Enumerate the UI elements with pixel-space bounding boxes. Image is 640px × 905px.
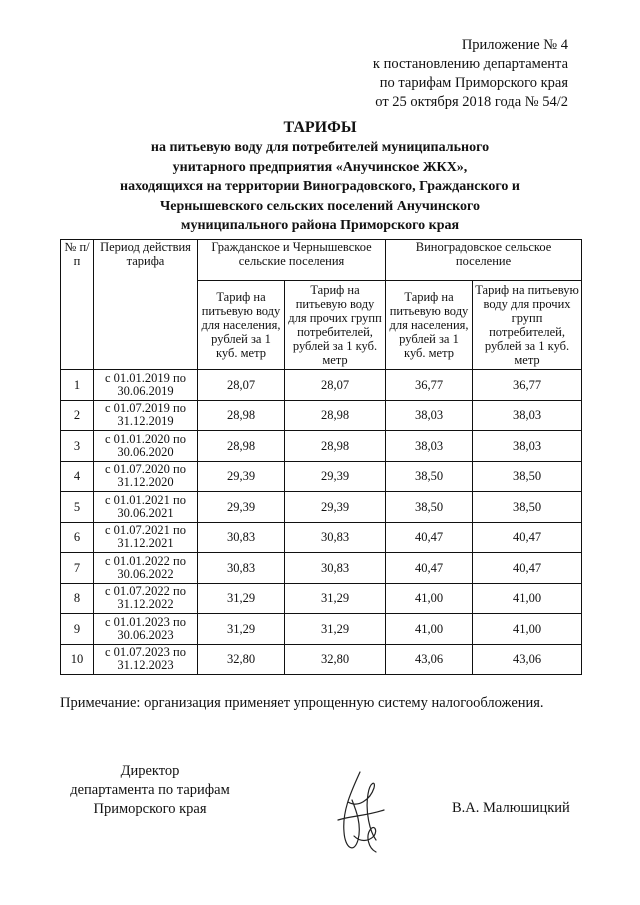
cell-g2-other: 41,00: [473, 614, 582, 645]
table-row: [61, 400, 582, 431]
cell-g2-other: 40,47: [473, 553, 582, 584]
cell-g1-other: 29,39: [285, 461, 386, 492]
cell-g2-pop: 40,47: [386, 553, 473, 584]
cell-num: 9: [61, 614, 94, 645]
cell-period: [94, 614, 198, 645]
cell-g2-pop: 43,06: [386, 644, 473, 675]
cell-g1-other: 30,83: [285, 522, 386, 553]
cell-period: [94, 400, 198, 431]
cell-num: 8: [61, 583, 94, 614]
header-group-vinogradovskoe: Виноградовское сельское поселение: [386, 240, 582, 281]
signer-title-line: Приморского края: [93, 801, 207, 817]
cell-num: 7: [61, 553, 94, 584]
cell-g2-other: 40,47: [473, 522, 582, 553]
appendix-line: от 25 октября 2018 года № 54/2: [375, 94, 568, 110]
period-from: с 01.07.2019 по: [105, 401, 186, 416]
cell-g2-other: 38,50: [473, 492, 582, 523]
period-to: 31.12.2023: [117, 658, 174, 673]
appendix-line: к постановлению департамента: [372, 56, 568, 72]
cell-g1-pop: 29,39: [198, 492, 285, 523]
cell-period: [94, 492, 198, 523]
period-to: 30.06.2022: [117, 566, 174, 581]
header-population-tariff: Тариф на питьевую воду для населения, рублей за 1 куб. метр: [386, 281, 473, 370]
cell-num: 10: [61, 644, 94, 675]
cell-period: [94, 553, 198, 584]
cell-period: [94, 522, 198, 553]
period-from: с 01.01.2023 по: [105, 614, 186, 629]
signer-title-line: департамента по тарифам: [70, 782, 230, 798]
cell-g1-other: 28,07: [285, 370, 386, 401]
cell-g1-pop: 30,83: [198, 553, 285, 584]
cell-g2-other: 41,00: [473, 583, 582, 614]
table-row: [61, 644, 582, 675]
cell-g2-other: 38,03: [473, 400, 582, 431]
cell-g2-other: 43,06: [473, 644, 582, 675]
period-to: 30.06.2023: [117, 627, 174, 642]
cell-g2-pop: 38,03: [386, 431, 473, 462]
cell-g2-other: 38,03: [473, 431, 582, 462]
header-period: Период действия тарифа: [94, 240, 198, 370]
title-line: находящихся на территории Виноградовского, Гражданского и: [120, 179, 520, 194]
cell-g1-pop: 30,83: [198, 522, 285, 553]
table-row: [61, 583, 582, 614]
title-main: ТАРИФЫ: [283, 119, 357, 136]
title-line: муниципального района Приморского края: [180, 218, 460, 233]
appendix-line: по тарифам Приморского края: [379, 75, 568, 91]
period-from: с 01.07.2021 по: [105, 523, 186, 538]
cell-period: [94, 644, 198, 675]
period-to: 31.12.2020: [117, 475, 174, 490]
table-row: [61, 553, 582, 584]
table-row: [61, 431, 582, 462]
cell-g2-pop: 38,50: [386, 461, 473, 492]
period-from: с 01.01.2020 по: [105, 431, 186, 446]
signer-title-line: Директор: [120, 763, 180, 779]
period-from: с 01.07.2022 по: [105, 584, 186, 599]
header-other-tariff: Тариф на питьевую воду для прочих групп потребителей, рублей за 1 куб. метр: [473, 281, 582, 370]
handwritten-signature: [330, 770, 390, 858]
period-to: 30.06.2019: [117, 383, 174, 398]
cell-num: 4: [61, 461, 94, 492]
cell-g2-other: 36,77: [473, 370, 582, 401]
table-row: [61, 522, 582, 553]
cell-g2-pop: 41,00: [386, 614, 473, 645]
signer-title: [40, 762, 260, 819]
title-line: Чернышевского сельских поселений Анучинского: [159, 198, 481, 214]
cell-g1-other: 32,80: [285, 644, 386, 675]
title-line: унитарного предприятия «Анучинское ЖКХ»,: [172, 159, 468, 175]
appendix-block: [340, 36, 568, 112]
tax-note: Примечание: организация применяет упрощенную систему налогообложения.: [60, 695, 544, 711]
cell-g2-pop: 41,00: [386, 583, 473, 614]
document-title: [60, 118, 580, 236]
header-other-tariff: Тариф на питьевую воду для прочих групп потребителей, рублей за 1 куб. метр: [285, 281, 386, 370]
cell-g1-pop: 32,80: [198, 644, 285, 675]
cell-g1-other: 31,29: [285, 583, 386, 614]
cell-g1-pop: 28,98: [198, 400, 285, 431]
cell-g1-pop: 28,98: [198, 431, 285, 462]
cell-g1-pop: 28,07: [198, 370, 285, 401]
cell-g1-other: 28,98: [285, 431, 386, 462]
cell-g1-pop: 31,29: [198, 583, 285, 614]
period-from: с 01.01.2022 по: [105, 553, 186, 568]
cell-num: 1: [61, 370, 94, 401]
period-to: 31.12.2022: [117, 597, 174, 612]
period-from: с 01.07.2023 по: [105, 645, 186, 660]
header-num: № п/п: [61, 240, 94, 370]
appendix-line: Приложение № 4: [461, 37, 568, 53]
cell-num: 5: [61, 492, 94, 523]
signer-name: В.А. Малюшицкий: [452, 800, 570, 816]
cell-g1-pop: 31,29: [198, 614, 285, 645]
cell-g2-pop: 40,47: [386, 522, 473, 553]
period-to: 31.12.2021: [117, 536, 174, 551]
period-from: с 01.07.2020 по: [105, 462, 186, 477]
cell-period: [94, 431, 198, 462]
cell-g2-pop: 36,77: [386, 370, 473, 401]
table-row: [61, 461, 582, 492]
cell-g1-pop: 29,39: [198, 461, 285, 492]
header-group-grazhdanskoe: Гражданское и Чернышевское сельские поселения: [198, 240, 386, 281]
table-row: [61, 492, 582, 523]
cell-g1-other: 30,83: [285, 553, 386, 584]
cell-period: [94, 370, 198, 401]
table-row: [61, 614, 582, 645]
cell-g1-other: 31,29: [285, 614, 386, 645]
tariff-table-body: [61, 370, 582, 675]
period-to: 30.06.2020: [117, 444, 174, 459]
period-to: 31.12.2019: [117, 414, 174, 429]
cell-period: [94, 461, 198, 492]
cell-g1-other: 28,98: [285, 400, 386, 431]
title-line: на питьевую воду для потребителей муниципального: [150, 140, 490, 155]
cell-num: 3: [61, 431, 94, 462]
period-from: с 01.01.2021 по: [105, 492, 186, 507]
cell-period: [94, 583, 198, 614]
tariff-table: [60, 239, 582, 675]
cell-g2-other: 38,50: [473, 461, 582, 492]
period-from: с 01.01.2019 по: [105, 370, 186, 385]
period-to: 30.06.2021: [117, 505, 174, 520]
table-row: [61, 370, 582, 401]
cell-num: 2: [61, 400, 94, 431]
cell-num: 6: [61, 522, 94, 553]
cell-g1-other: 29,39: [285, 492, 386, 523]
cell-g2-pop: 38,03: [386, 400, 473, 431]
header-population-tariff: Тариф на питьевую воду для населения, рублей за 1 куб. метр: [198, 281, 285, 370]
cell-g2-pop: 38,50: [386, 492, 473, 523]
